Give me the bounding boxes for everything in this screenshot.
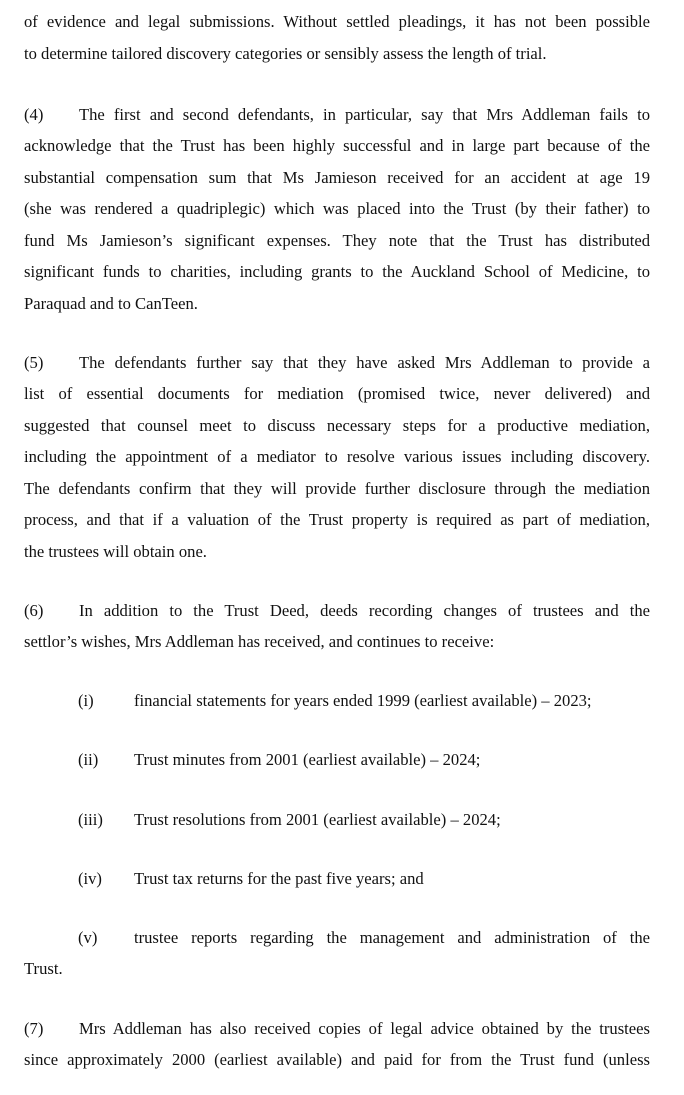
paragraph-4-line: substantial compensation sum that Ms Jamieson received for an accident at age 19 xyxy=(24,168,650,187)
paragraph-7-line xyxy=(24,1018,650,1040)
paragraph-6-line: settlor’s wishes, Mrs Addleman has received, and continues to receive: xyxy=(24,632,495,651)
paragraph-5-line: including the appointment of a mediator to resolve various issues including discovery. xyxy=(24,447,650,466)
paragraph-4-line: Paraquad and to CanTeen. xyxy=(24,294,198,313)
paragraph-5-line: process, and that if a valuation of the Trust property is required as part of mediation, xyxy=(24,510,650,529)
paragraph-4-line: acknowledge that the Trust has been highly successful and in large part because of the xyxy=(24,136,650,155)
paragraph-number: (5) xyxy=(24,353,44,372)
paragraph-5-line: the trustees will obtain one. xyxy=(24,542,207,561)
paragraph-number: (7) xyxy=(24,1019,44,1038)
list-item-number: (iv) xyxy=(78,869,102,888)
list-item-text: Trust tax returns for the past five years; and xyxy=(134,869,424,888)
paragraph-4-line xyxy=(24,104,650,126)
list-item xyxy=(78,927,650,949)
paragraph-5-line: list of essential documents for mediation (promised twice, never delivered) and xyxy=(24,384,650,403)
paragraph-5-line xyxy=(24,352,650,374)
list-item xyxy=(78,809,650,831)
paragraph-number: (4) xyxy=(24,105,44,124)
paragraph-5-line: suggested that counsel meet to discuss necessary steps for a productive mediation, xyxy=(24,416,650,435)
list-item xyxy=(78,749,650,771)
paragraph-4-line: (she was rendered a quadriplegic) which was placed into the Trust (by their father) to xyxy=(24,199,650,218)
paragraph-text: The first and second defendants, in particular, say that Mrs Addleman fails to xyxy=(79,105,650,124)
list-item-number: (iii) xyxy=(78,810,103,829)
list-item-text: Trust minutes from 2001 (earliest available) – 2024; xyxy=(134,750,481,769)
paragraph-number: (6) xyxy=(24,601,44,620)
list-item-number: (v) xyxy=(78,928,98,947)
paragraph-text: In addition to the Trust Deed, deeds recording changes of trustees and the xyxy=(79,601,650,620)
paragraph-4-line: fund Ms Jamieson’s significant expenses. They note that the Trust has distributed xyxy=(24,231,650,250)
paragraph-5-line: The defendants confirm that they will provide further disclosure through the mediation xyxy=(24,479,650,498)
paragraph-text: Mrs Addleman has also received copies of legal advice obtained by the trustees xyxy=(79,1019,650,1038)
list-item-text: financial statements for years ended 1999 (earliest available) – 2023; xyxy=(134,691,592,710)
list-item xyxy=(78,690,650,712)
paragraph-text: The defendants further say that they have asked Mrs Addleman to provide a xyxy=(79,353,650,372)
list-item-continuation: Trust. xyxy=(24,959,63,978)
list-item-text: Trust resolutions from 2001 (earliest available) – 2024; xyxy=(134,810,501,829)
paragraph-7-line: since approximately 2000 (earliest available) and paid for from the Trust fund (unless xyxy=(24,1050,650,1069)
paragraph-6-line xyxy=(24,600,650,622)
paragraph-4-line: significant funds to charities, including grants to the Auckland School of Medicine, to xyxy=(24,262,650,281)
list-item-text: trustee reports regarding the management and administration of the xyxy=(134,928,650,947)
list-item xyxy=(78,868,650,890)
intro-line: of evidence and legal submissions. Without settled pleadings, it has not been possible xyxy=(24,12,650,31)
list-item-number: (i) xyxy=(78,691,94,710)
list-item-number: (ii) xyxy=(78,750,99,769)
intro-line: to determine tailored discovery categories or sensibly assess the length of trial. xyxy=(24,44,547,63)
